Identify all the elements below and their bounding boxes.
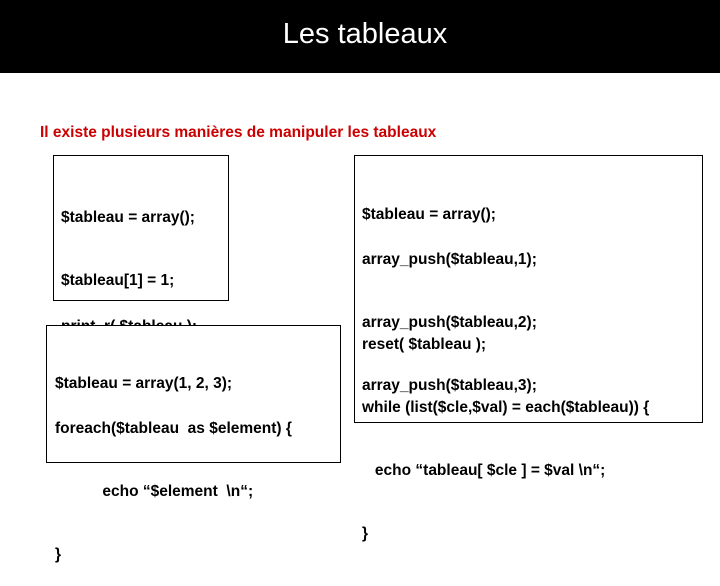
code-block-while-each bbox=[362, 292, 649, 565]
code-line: array_push($tableau,1); bbox=[362, 251, 537, 268]
code-line: echo “tableau[ $cle ] = $val \n“; bbox=[362, 462, 606, 479]
code-block-foreach-loop bbox=[55, 376, 292, 586]
code-line: $tableau[1] = 1; bbox=[61, 272, 175, 289]
code-line: reset( $tableau ); bbox=[362, 336, 487, 353]
code-line: $tableau = array(1, 2, 3); bbox=[55, 375, 233, 392]
code-line: } bbox=[55, 546, 62, 563]
code-line: array_push($tableau,3); bbox=[362, 377, 537, 394]
code-line: $tableau = array(); bbox=[61, 209, 195, 226]
slide-subtitle: Il existe plusieurs manières de manipuler les tableaux bbox=[40, 124, 437, 141]
code-line: } bbox=[362, 525, 369, 542]
slide-title: Les tableaux bbox=[282, 18, 448, 50]
code-line: $tableau = array(); bbox=[362, 206, 496, 223]
code-line: array_push($tableau,2); bbox=[362, 314, 537, 331]
code-line: foreach($tableau as $element) { bbox=[55, 420, 292, 437]
code-line: while (list($cle,$val) = each($tableau)) { bbox=[362, 399, 650, 416]
code-line: echo “$element \n“; bbox=[55, 483, 254, 500]
